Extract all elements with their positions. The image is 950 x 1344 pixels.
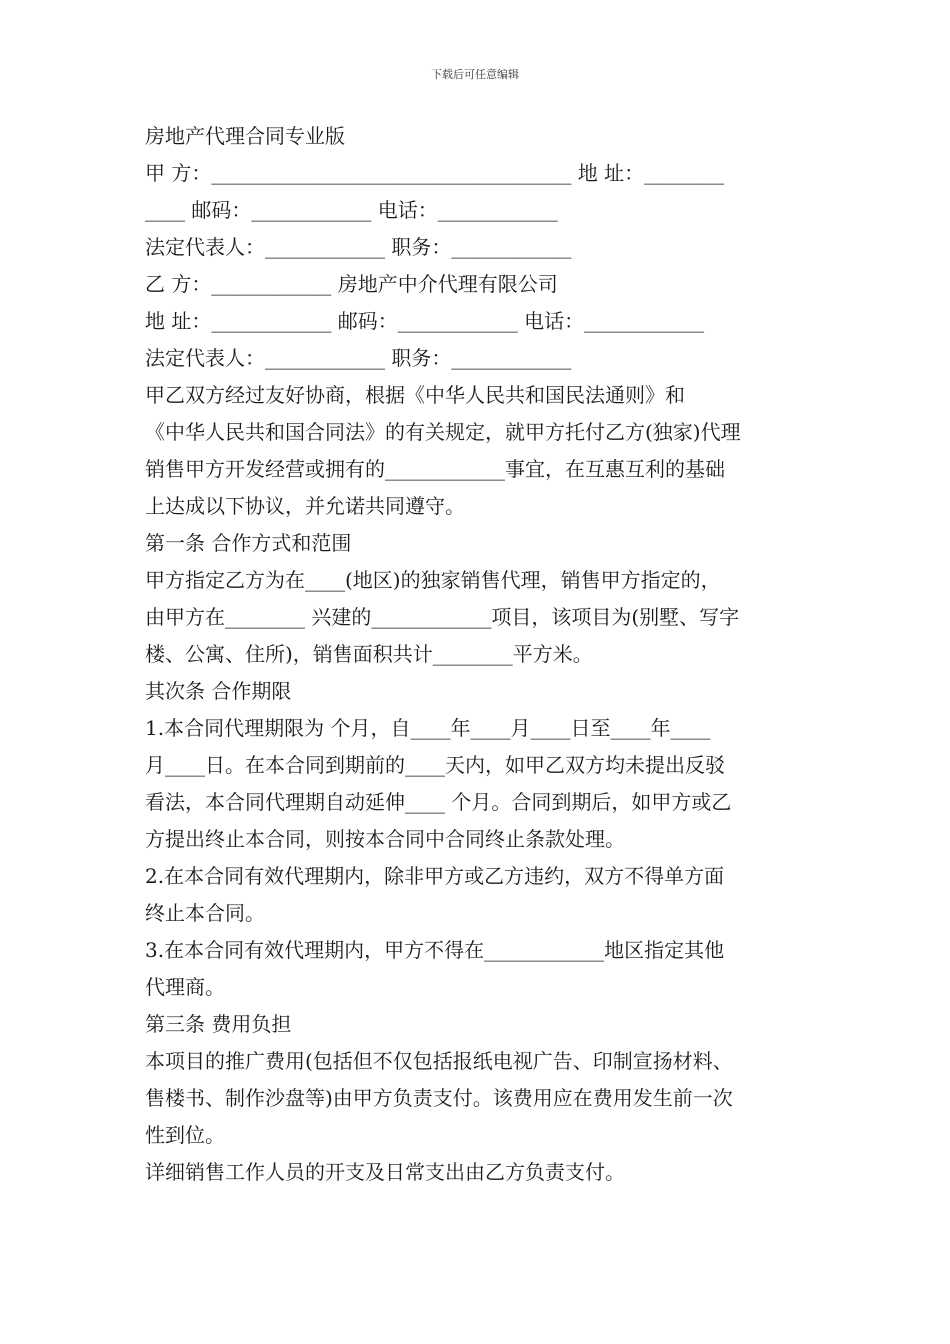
article-3-text: 本项目的推广费用(包括但不仅包括报纸电视广告、印制宣扬材料、 (145, 1049, 733, 1073)
article-2-clause-1: 月____日。在本合同到期前的____天内，如甲乙双方均未提出反驳 (145, 753, 725, 777)
article-3-text: 售楼书、制作沙盘等)由甲方负责支付。该费用应在费用发生前一次 (145, 1086, 733, 1110)
party-b-representative-line: 法定代表人：____________ 职务：____________ (145, 346, 572, 370)
article-2-clause-1: 方提出终止本合同，则按本合同中合同终止条款处理。 (145, 827, 625, 851)
article-2-clause-1: 看法，本合同代理期自动延伸____ 个月。合同到期后，如甲方或乙 (145, 790, 732, 814)
article-3-text: 详细销售工作人员的开支及日常支出由乙方负责支付。 (145, 1160, 625, 1184)
article-2-clause-3: 3.在本合同有效代理期内，甲方不得在____________地区指定其他 (145, 938, 725, 962)
document-title: 房地产代理合同专业版 (145, 124, 345, 148)
party-a-contact-line: ____ 邮码：____________ 电话：____________ (145, 198, 558, 222)
contract-body (145, 118, 810, 1191)
article-1-text: 由甲方在________ 兴建的____________项目，该项目为(别墅、写字 (145, 605, 740, 629)
page-header-note: 下载后可任意编辑 (431, 68, 519, 81)
party-b-line: 乙 方：____________ 房地产中介代理有限公司 (145, 272, 558, 296)
preamble-line: 上达成以下协议，并允诺共同遵守。 (145, 494, 465, 518)
article-2-clause-1: 1.本合同代理期限为 个月，自____年____月____日至____年____ (145, 716, 711, 740)
article-1-heading: 第一条 合作方式和范围 (145, 531, 352, 555)
party-a-line: 甲 方：____________________________________ 地 址：________ (145, 161, 725, 185)
party-a-representative-line: 法定代表人：____________ 职务：____________ (145, 235, 572, 259)
preamble-line: 《中华人民共和国合同法》的有关规定，就甲方托付乙方(独家)代理 (145, 420, 741, 444)
preamble-line: 甲乙双方经过友好协商，根据《中华人民共和国民法通则》和 (145, 383, 685, 407)
article-1-text: 甲方指定乙方为在____(地区)的独家销售代理，销售甲方指定的， (145, 568, 721, 592)
party-b-address-line: 地 址：____________ 邮码：____________ 电话：____________ (145, 309, 705, 333)
article-3-heading: 第三条 费用负担 (145, 1012, 292, 1036)
article-3-text: 性到位。 (145, 1123, 225, 1147)
article-2-clause-2: 终止本合同。 (145, 901, 265, 925)
article-2-heading: 其次条 合作期限 (145, 679, 292, 703)
preamble-line: 销售甲方开发经营或拥有的____________事宜，在互惠互利的基础 (145, 457, 725, 481)
article-2-clause-3: 代理商。 (145, 975, 225, 999)
article-2-clause-2: 2.在本合同有效代理期内，除非甲方或乙方违约，双方不得单方面 (145, 864, 725, 888)
article-1-text: 楼、公寓、住所)，销售面积共计________平方米。 (145, 642, 593, 666)
